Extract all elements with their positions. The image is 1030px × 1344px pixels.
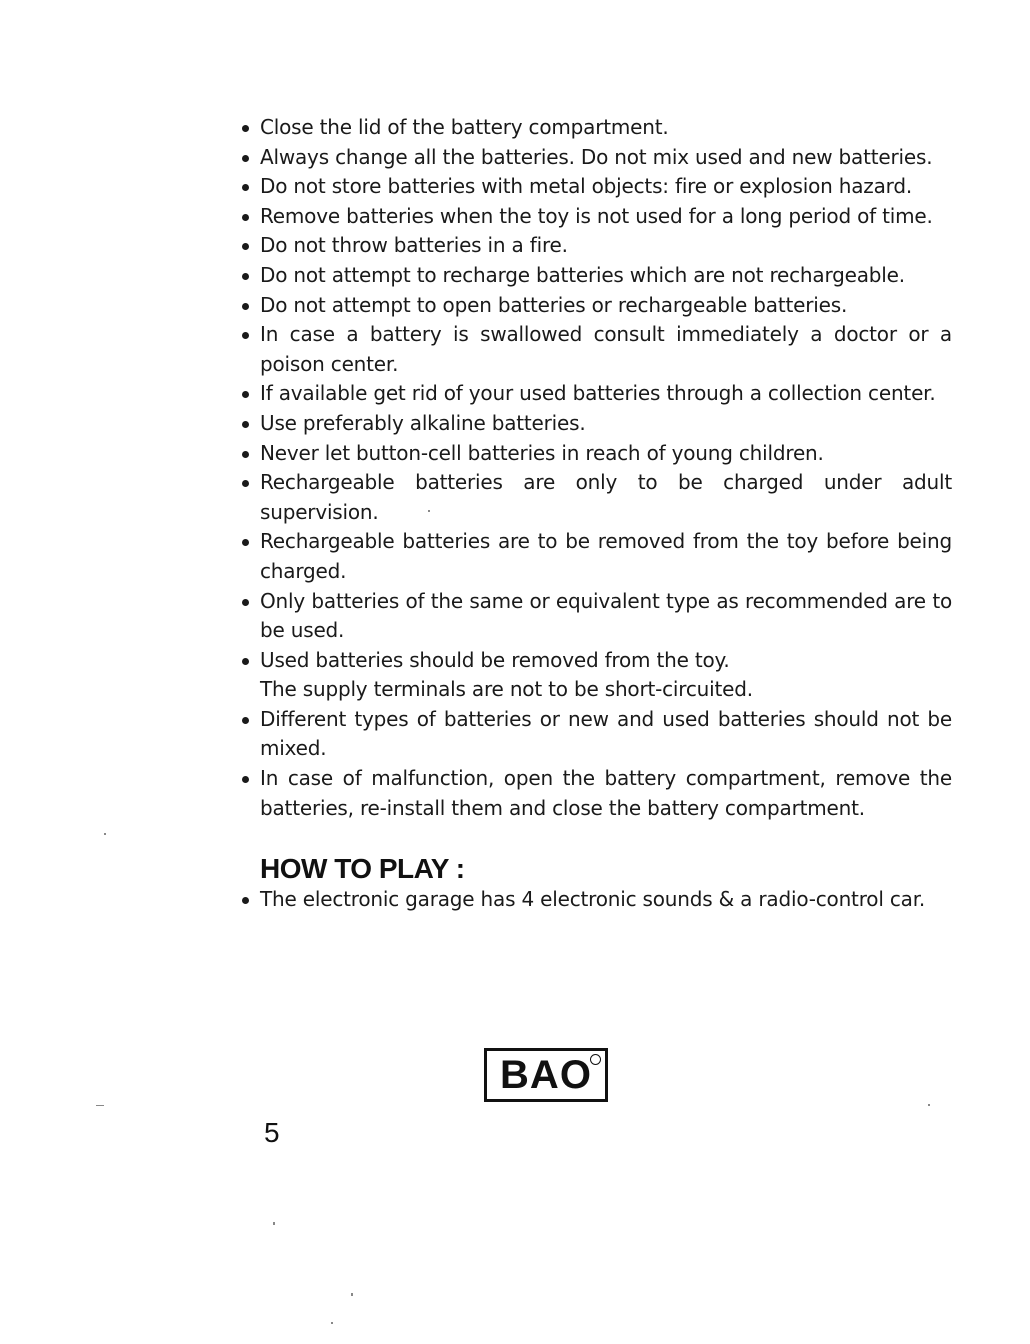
scan-speck (331, 1322, 333, 1324)
list-item-text: Remove batteries when the toy is not used for a long period of time. (260, 203, 933, 228)
bullet-icon (242, 125, 249, 132)
how-to-play-item (240, 885, 952, 915)
how-to-play-list (240, 885, 952, 915)
bullet-icon (242, 539, 249, 546)
battery-instruction-item (240, 646, 952, 705)
bullet-icon (242, 332, 249, 339)
bullet-icon (242, 303, 249, 310)
scan-speck (104, 833, 106, 835)
bullet-icon (242, 717, 249, 724)
bullet-icon (242, 273, 249, 280)
bullet-icon (242, 897, 249, 904)
scan-speck (428, 510, 430, 512)
list-item-text: Never let button-cell batteries in reach of young children. (260, 440, 824, 465)
list-item-text: In case of malfunction, open the battery compartment, remove the batteries, re-install them and close the battery compartment. (260, 766, 952, 820)
battery-instruction-item (240, 409, 952, 439)
battery-instruction-item (240, 439, 952, 469)
scan-speck (928, 1104, 930, 1106)
bullet-icon (242, 599, 249, 606)
battery-instruction-item (240, 143, 952, 173)
battery-instruction-item (240, 202, 952, 232)
battery-instruction-item (240, 113, 952, 143)
battery-instruction-item (240, 764, 952, 823)
bullet-icon (242, 421, 249, 428)
battery-instruction-item (240, 291, 952, 321)
bullet-icon (242, 658, 249, 665)
list-item-text: The electronic garage has 4 electronic sounds & a radio-control car. (260, 887, 926, 912)
bullet-icon (242, 184, 249, 191)
battery-instruction-item (240, 468, 952, 527)
bao-logo-text: BAO (500, 1052, 592, 1097)
battery-safety-list (240, 113, 952, 823)
battery-instruction-item (240, 587, 952, 646)
bullet-icon (242, 776, 249, 783)
list-item-text: Rechargeable batteries are only to be charged under adult supervision. (260, 470, 952, 524)
battery-instruction-item (240, 231, 952, 261)
list-item-text: Rechargeable batteries are to be removed from the toy before being charged. (260, 529, 952, 583)
scan-speck (273, 1222, 275, 1225)
list-item-text: Different types of batteries or new and used batteries should not be mixed. (260, 706, 952, 761)
bullet-icon (242, 391, 249, 398)
page-number: 5 (264, 1117, 280, 1148)
battery-instruction-item (240, 320, 952, 379)
bao-logo (484, 1048, 608, 1102)
list-item-text: Used batteries should be removed from the toy. (260, 647, 730, 672)
bullet-icon (242, 451, 249, 458)
list-item-text: Always change all the batteries. Do not mix used and new batteries. (260, 144, 933, 169)
registered-mark-icon (590, 1054, 601, 1065)
list-item-text: Close the lid of the battery compartment. (260, 115, 669, 139)
page-content (240, 113, 952, 915)
battery-instruction-item (240, 527, 952, 586)
scan-speck (96, 1105, 104, 1106)
battery-instruction-item (240, 172, 952, 202)
list-item-text: Do not attempt to recharge batteries which are not rechargeable. (260, 262, 905, 287)
battery-instruction-item (240, 379, 952, 409)
bullet-icon (242, 480, 249, 487)
list-item-text: Do not throw batteries in a fire. (260, 233, 568, 258)
scan-speck (351, 1293, 353, 1296)
bullet-icon (242, 243, 249, 250)
bullet-icon (242, 155, 249, 162)
list-item-text: Do not store batteries with metal objects: fire or explosion hazard. (260, 174, 912, 199)
list-item-text: Use preferably alkaline batteries. (260, 410, 586, 435)
battery-instruction-item (240, 261, 952, 291)
list-item-text: Do not attempt to open batteries or rechargeable batteries. (260, 292, 848, 317)
bullet-icon (242, 214, 249, 221)
how-to-play-heading: HOW TO PLAY : (260, 853, 465, 885)
list-item-text: The supply terminals are not to be short-circuited. (260, 677, 753, 702)
list-item-text: In case a battery is swallowed consult immediately a doctor or a poison center. (260, 322, 952, 376)
list-item-text: If available get rid of your used batteries through a collection center. (260, 381, 936, 406)
list-item-text: Only batteries of the same or equivalent type as recommended are to be used. (260, 588, 952, 643)
battery-instruction-item (240, 705, 952, 764)
